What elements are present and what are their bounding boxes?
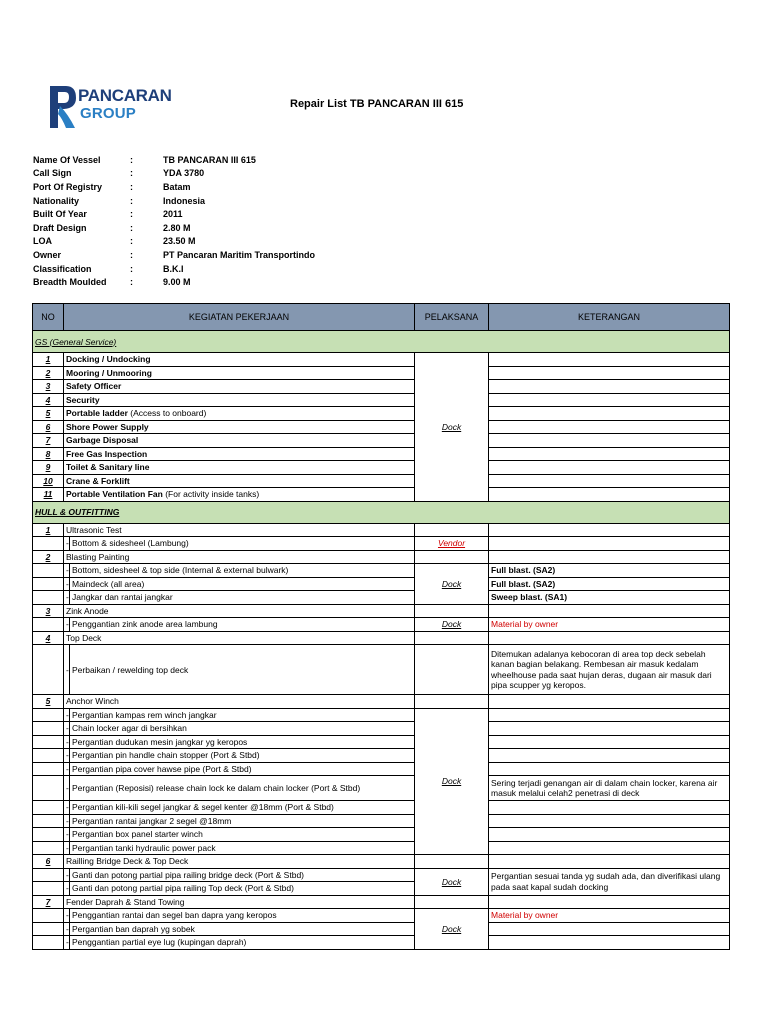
row-no: 5 bbox=[33, 695, 64, 709]
row-no-empty bbox=[33, 618, 64, 632]
row-no-empty bbox=[33, 841, 64, 855]
dash: - bbox=[64, 828, 70, 842]
dash: - bbox=[64, 909, 70, 923]
dash: - bbox=[64, 814, 70, 828]
info-colon: : bbox=[130, 154, 133, 165]
row-keterangan bbox=[489, 631, 730, 645]
group-row bbox=[33, 895, 730, 909]
row-keterangan: Full blast. (SA2) bbox=[489, 577, 730, 591]
info-row bbox=[33, 275, 315, 289]
group-row bbox=[33, 523, 730, 537]
info-colon: : bbox=[130, 222, 133, 233]
row-text-main: Portable Ventilation Fan bbox=[66, 489, 163, 500]
row-no-empty bbox=[33, 909, 64, 923]
sub-text: Maindeck (all area) bbox=[70, 577, 415, 591]
row-no: 2 bbox=[33, 366, 64, 380]
row-keterangan bbox=[489, 814, 730, 828]
sub-text: Pergantian pipa cover hawse pipe (Port & Stbd) bbox=[70, 762, 415, 776]
info-label: Draft Design bbox=[33, 222, 87, 233]
row-pelaksana bbox=[415, 631, 489, 645]
info-row bbox=[33, 248, 315, 262]
sub-text: Bottom & sidesheel (Lambung) bbox=[70, 537, 415, 551]
group-title: Blasting Painting bbox=[64, 550, 415, 564]
group-row bbox=[33, 604, 730, 618]
row-pelaksana: Dock bbox=[415, 868, 489, 895]
sub-text: Chain locker agar di bersihkan bbox=[70, 722, 415, 736]
sub-row bbox=[33, 591, 730, 605]
row-text-extra: (For activity inside tanks) bbox=[162, 489, 260, 500]
sub-row bbox=[33, 722, 730, 736]
row-text: Security bbox=[64, 393, 415, 407]
row-no: 8 bbox=[33, 447, 64, 461]
vessel-info bbox=[33, 153, 315, 289]
row-no-empty bbox=[33, 708, 64, 722]
sub-text: Ganti dan potong partial pipa railing bridge deck (Port & Stbd) bbox=[70, 868, 415, 882]
row-keterangan bbox=[489, 722, 730, 736]
row-keterangan: Material by owner bbox=[489, 909, 730, 923]
sub-row bbox=[33, 762, 730, 776]
sub-row bbox=[33, 735, 730, 749]
row-pelaksana bbox=[415, 895, 489, 909]
row-no: 1 bbox=[33, 353, 64, 367]
info-label: Built Of Year bbox=[33, 209, 87, 220]
sub-text: Pergantian dudukan mesin jangkar yg keropos bbox=[70, 735, 415, 749]
row-no-empty bbox=[33, 828, 64, 842]
row-no: 10 bbox=[33, 474, 64, 488]
sub-text: Jangkar dan rantai jangkar bbox=[70, 591, 415, 605]
row-keterangan bbox=[489, 407, 730, 421]
table-row bbox=[33, 420, 730, 434]
dash: - bbox=[64, 776, 70, 801]
sub-row bbox=[33, 564, 730, 578]
row-no: 4 bbox=[33, 393, 64, 407]
sub-text: Pergantian kili-kili segel jangkar & segel kenter @18mm (Port & Stbd) bbox=[70, 801, 415, 815]
row-no-empty bbox=[33, 564, 64, 578]
sub-text: Penggantian partial eye lug (kupingan daprah) bbox=[70, 936, 415, 950]
row-no: 2 bbox=[33, 550, 64, 564]
info-colon: : bbox=[130, 195, 133, 206]
table-row bbox=[33, 461, 730, 475]
header-pelaksana: PELAKSANA bbox=[415, 304, 489, 331]
row-keterangan bbox=[489, 604, 730, 618]
row-no: 9 bbox=[33, 461, 64, 475]
row-no: 5 bbox=[33, 407, 64, 421]
info-row bbox=[33, 180, 315, 194]
dash: - bbox=[64, 841, 70, 855]
sub-text: Pergantian kampas rem winch jangkar bbox=[70, 708, 415, 722]
sub-row bbox=[33, 936, 730, 950]
sub-row bbox=[33, 708, 730, 722]
info-label: Call Sign bbox=[33, 168, 72, 179]
table-row bbox=[33, 474, 730, 488]
table-header-row bbox=[33, 304, 730, 331]
pancaran-logo-icon bbox=[48, 84, 78, 130]
row-keterangan: Sweep blast. (SA1) bbox=[489, 591, 730, 605]
dash: - bbox=[64, 936, 70, 950]
row-no-empty bbox=[33, 735, 64, 749]
row-keterangan: Ditemukan adalanya kebocoran di area top deck sebelah kanan bagian belakang. Rembesan air masuk kedalam wheelhouse pada saat hujan deras, dugaan air masuk dari pipa scupper yg keropos. bbox=[489, 645, 730, 695]
row-keterangan bbox=[489, 895, 730, 909]
row-no: 1 bbox=[33, 523, 64, 537]
sub-row bbox=[33, 814, 730, 828]
row-pelaksana bbox=[415, 645, 489, 695]
row-keterangan bbox=[489, 801, 730, 815]
header-keterangan: KETERANGAN bbox=[489, 304, 730, 331]
info-value: Indonesia bbox=[163, 195, 206, 206]
group-title: Anchor Winch bbox=[64, 695, 415, 709]
section-title: HULL & OUTFITTING bbox=[33, 501, 730, 523]
group-title: Top Deck bbox=[64, 631, 415, 645]
row-no-empty bbox=[33, 762, 64, 776]
row-text: Garbage Disposal bbox=[64, 434, 415, 448]
sub-text: Penggantian rantai dan segel ban dapra yang keropos bbox=[70, 909, 415, 923]
header-no: NO bbox=[33, 304, 64, 331]
dash: - bbox=[64, 645, 70, 695]
row-keterangan bbox=[489, 393, 730, 407]
sub-row bbox=[33, 828, 730, 842]
dash: - bbox=[64, 722, 70, 736]
group-row bbox=[33, 550, 730, 564]
info-colon: : bbox=[130, 181, 133, 192]
row-keterangan: Material by owner bbox=[489, 618, 730, 632]
row-no: 3 bbox=[33, 604, 64, 618]
row-pelaksana bbox=[415, 604, 489, 618]
sub-row bbox=[33, 922, 730, 936]
dash: - bbox=[64, 801, 70, 815]
info-colon: : bbox=[130, 168, 133, 179]
info-label: Breadth Moulded bbox=[33, 277, 107, 288]
row-no-empty bbox=[33, 537, 64, 551]
sub-row bbox=[33, 537, 730, 551]
info-row bbox=[33, 167, 315, 181]
sub-row bbox=[33, 868, 730, 882]
document-title: Repair List TB PANCARAN III 615 bbox=[290, 98, 464, 110]
row-pelaksana: Dock bbox=[415, 708, 489, 855]
row-no: 6 bbox=[33, 420, 64, 434]
sub-row bbox=[33, 618, 730, 632]
logo-text-pancaran: PANCARAN bbox=[78, 86, 172, 105]
info-row bbox=[33, 221, 315, 235]
table-row bbox=[33, 366, 730, 380]
row-no: 3 bbox=[33, 380, 64, 394]
row-text-main: Portable ladder bbox=[66, 408, 128, 419]
row-keterangan bbox=[489, 447, 730, 461]
row-keterangan bbox=[489, 855, 730, 869]
dash: - bbox=[64, 749, 70, 763]
sub-text: Pergantian tanki hydraulic power pack bbox=[70, 841, 415, 855]
row-text: Shore Power Supply bbox=[64, 420, 415, 434]
info-row bbox=[33, 153, 315, 167]
row-keterangan bbox=[489, 461, 730, 475]
row-keterangan bbox=[489, 749, 730, 763]
info-value: Batam bbox=[163, 181, 191, 192]
row-keterangan bbox=[489, 488, 730, 502]
info-value: TB PANCARAN III 615 bbox=[163, 154, 256, 165]
row-keterangan bbox=[489, 695, 730, 709]
sub-row bbox=[33, 645, 730, 695]
sub-text: Penggantian zink anode area lambung bbox=[70, 618, 415, 632]
sub-text: Pergantian rantai jangkar 2 segel @18mm bbox=[70, 814, 415, 828]
table-row bbox=[33, 380, 730, 394]
dash: - bbox=[64, 922, 70, 936]
info-row bbox=[33, 207, 315, 221]
table-row bbox=[33, 447, 730, 461]
table-row bbox=[33, 488, 730, 502]
info-label: Classification bbox=[33, 263, 92, 274]
row-text bbox=[64, 407, 415, 421]
row-pelaksana bbox=[415, 695, 489, 709]
row-keterangan bbox=[489, 523, 730, 537]
sub-row bbox=[33, 749, 730, 763]
dash: - bbox=[64, 868, 70, 882]
row-keterangan bbox=[489, 828, 730, 842]
row-keterangan bbox=[489, 474, 730, 488]
info-value: 2011 bbox=[163, 209, 183, 220]
row-no-empty bbox=[33, 922, 64, 936]
row-no: 11 bbox=[33, 488, 64, 502]
section-row-gs bbox=[33, 331, 730, 353]
table-row bbox=[33, 434, 730, 448]
row-no: 7 bbox=[33, 895, 64, 909]
dash: - bbox=[64, 591, 70, 605]
info-label: Port Of Registry bbox=[33, 181, 103, 192]
row-pelaksana bbox=[415, 855, 489, 869]
sub-text: Bottom, sidesheel & top side (Internal & external bulwark) bbox=[70, 564, 415, 578]
info-value: B.K.I bbox=[163, 263, 184, 274]
info-label: Name Of Vessel bbox=[33, 154, 101, 165]
info-colon: : bbox=[130, 249, 133, 260]
table-row bbox=[33, 353, 730, 367]
group-title: Railling Bridge Deck & Top Deck bbox=[64, 855, 415, 869]
row-keterangan bbox=[489, 366, 730, 380]
row-no: 6 bbox=[33, 855, 64, 869]
sub-row bbox=[33, 776, 730, 801]
sub-row bbox=[33, 841, 730, 855]
row-keterangan bbox=[489, 708, 730, 722]
row-keterangan bbox=[489, 550, 730, 564]
sub-row bbox=[33, 801, 730, 815]
row-text: Safety Officer bbox=[64, 380, 415, 394]
row-pelaksana bbox=[415, 550, 489, 564]
dash: - bbox=[64, 564, 70, 578]
row-keterangan bbox=[489, 434, 730, 448]
row-text: Docking / Undocking bbox=[64, 353, 415, 367]
table-row bbox=[33, 393, 730, 407]
row-keterangan bbox=[489, 380, 730, 394]
row-no-empty bbox=[33, 882, 64, 896]
info-value: 9.00 M bbox=[163, 277, 191, 288]
row-text bbox=[64, 488, 415, 502]
row-pelaksana bbox=[415, 523, 489, 537]
sub-row bbox=[33, 577, 730, 591]
sub-row bbox=[33, 909, 730, 923]
row-no-empty bbox=[33, 722, 64, 736]
dash: - bbox=[64, 618, 70, 632]
row-no-empty bbox=[33, 868, 64, 882]
section-title: GS (General Service) bbox=[33, 331, 730, 353]
row-no: 4 bbox=[33, 631, 64, 645]
sub-text: Ganti dan potong partial pipa railing Top deck (Port & Stbd) bbox=[70, 882, 415, 896]
row-no-empty bbox=[33, 801, 64, 815]
row-keterangan bbox=[489, 353, 730, 367]
sub-text: Pergantian (Reposisi) release chain lock ke dalam chain locker (Port & Stbd) bbox=[70, 776, 415, 801]
row-pelaksana: Dock bbox=[415, 909, 489, 950]
row-text-extra: (Access to onboard) bbox=[127, 408, 207, 419]
dash: - bbox=[64, 762, 70, 776]
group-title: Ultrasonic Test bbox=[64, 523, 415, 537]
repair-table bbox=[32, 303, 730, 950]
group-row bbox=[33, 695, 730, 709]
sub-text: Pergantian box panel starter winch bbox=[70, 828, 415, 842]
row-text: Free Gas Inspection bbox=[64, 447, 415, 461]
group-row bbox=[33, 855, 730, 869]
row-keterangan bbox=[489, 537, 730, 551]
row-text: Mooring / Unmooring bbox=[64, 366, 415, 380]
row-no-empty bbox=[33, 814, 64, 828]
row-text: Toilet & Sanitary line bbox=[64, 461, 415, 475]
info-row bbox=[33, 262, 315, 276]
row-no-empty bbox=[33, 776, 64, 801]
info-label: LOA bbox=[33, 236, 52, 247]
info-colon: : bbox=[130, 277, 133, 288]
table-row bbox=[33, 407, 730, 421]
row-keterangan bbox=[489, 922, 730, 936]
row-pelaksana: Dock bbox=[415, 564, 489, 605]
info-row bbox=[33, 235, 315, 249]
info-colon: : bbox=[130, 209, 133, 220]
group-title: Fender Daprah & Stand Towing bbox=[64, 895, 415, 909]
info-value: YDA 3780 bbox=[163, 168, 205, 179]
dash: - bbox=[64, 537, 70, 551]
info-value: 2.80 M bbox=[163, 222, 191, 233]
group-row bbox=[33, 631, 730, 645]
dash: - bbox=[64, 577, 70, 591]
row-no-empty bbox=[33, 591, 64, 605]
row-keterangan: Full blast. (SA2) bbox=[489, 564, 730, 578]
dash: - bbox=[64, 882, 70, 896]
row-keterangan bbox=[489, 936, 730, 950]
header-kegiatan: KEGIATAN PEKERJAAN bbox=[64, 304, 415, 331]
row-pelaksana: Dock bbox=[415, 618, 489, 632]
logo-text-group: GROUP bbox=[80, 105, 137, 122]
info-label: Nationality bbox=[33, 195, 80, 206]
row-text: Crane & Forklift bbox=[64, 474, 415, 488]
row-no-empty bbox=[33, 577, 64, 591]
sub-text: Pergantian ban daprah yg sobek bbox=[70, 922, 415, 936]
info-label: Owner bbox=[33, 249, 62, 260]
row-no-empty bbox=[33, 749, 64, 763]
dash: - bbox=[64, 735, 70, 749]
row-no: 7 bbox=[33, 434, 64, 448]
info-colon: : bbox=[130, 236, 133, 247]
row-pelaksana: Vendor bbox=[415, 537, 489, 551]
dash: - bbox=[64, 708, 70, 722]
section-row-hull bbox=[33, 501, 730, 523]
info-value: PT Pancaran Maritim Transportindo bbox=[163, 249, 316, 260]
row-keterangan bbox=[489, 735, 730, 749]
row-no-empty bbox=[33, 645, 64, 695]
row-keterangan bbox=[489, 762, 730, 776]
row-keterangan bbox=[489, 420, 730, 434]
info-row bbox=[33, 194, 315, 208]
sub-text: Pergantian pin handle chain stopper (Port & Stbd) bbox=[70, 749, 415, 763]
group-title: Zink Anode bbox=[64, 604, 415, 618]
info-colon: : bbox=[130, 263, 133, 274]
row-keterangan bbox=[489, 841, 730, 855]
row-keterangan: Pergantian sesuai tanda yg sudah ada, dan diverifikasi ulang pada saat kapal sudah docking bbox=[489, 868, 730, 895]
row-keterangan: Sering terjadi genangan air di dalam chain locker, karena air masuk melalui celah2 penetrasi di deck bbox=[489, 776, 730, 801]
sub-text: Perbaikan / rewelding top deck bbox=[70, 645, 415, 695]
row-no-empty bbox=[33, 936, 64, 950]
row-pelaksana: Dock bbox=[415, 353, 489, 502]
info-value: 23.50 M bbox=[163, 236, 196, 247]
